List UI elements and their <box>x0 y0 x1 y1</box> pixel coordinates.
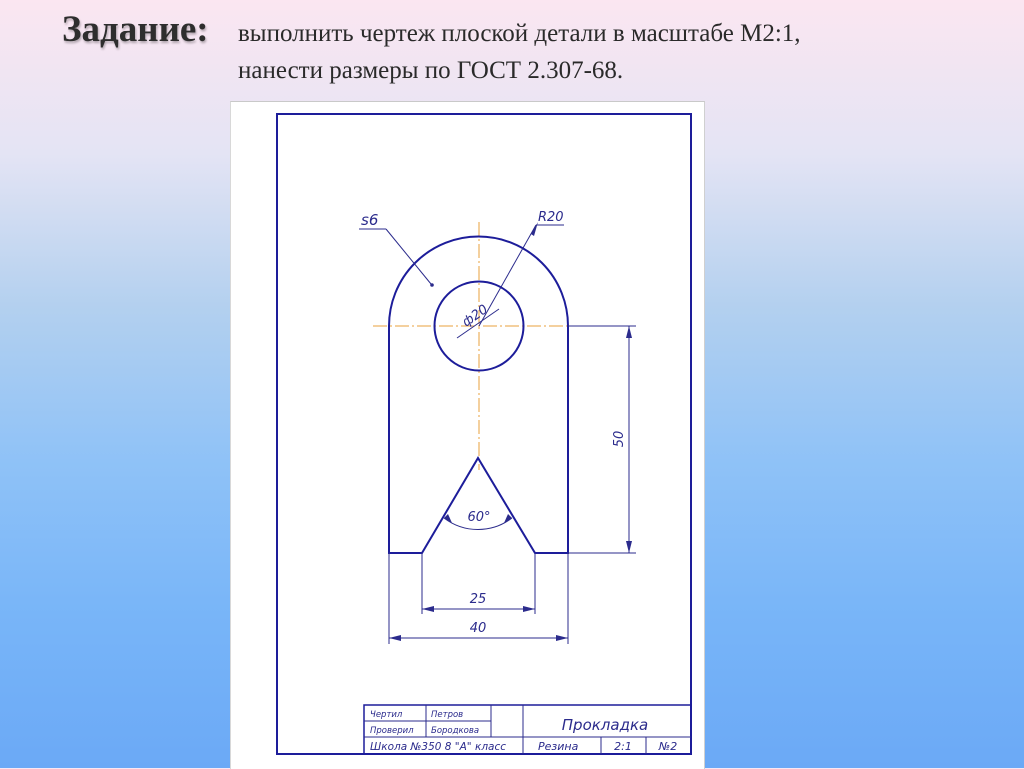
technical-drawing <box>231 102 704 769</box>
thickness-leader-dot <box>430 283 434 287</box>
title-block-material: Резина <box>538 740 579 753</box>
height-arrow-bottom <box>626 541 632 553</box>
hole-diameter-label: ф20 <box>459 302 491 331</box>
task-text-line-2: нанести размеры по ГОСТ 2.307-68. <box>238 57 624 84</box>
radius-label: R20 <box>538 210 564 225</box>
title-block-scale: 2:1 <box>614 740 632 753</box>
title-block-role-checked: Проверил <box>370 726 414 736</box>
task-label: Задание: <box>62 9 209 50</box>
title-block-sheet-number: №2 <box>658 740 678 753</box>
height-label: 50 <box>612 430 627 448</box>
radius-arrow <box>531 222 538 236</box>
thickness-label: s6 <box>361 211 379 229</box>
thickness-leader-line <box>386 229 431 284</box>
title-block-role-drawn: Чертил <box>370 710 403 720</box>
notch-arrow-right <box>523 606 535 612</box>
title-block-school: Школа №350 8 "А" класс <box>370 741 507 753</box>
height-arrow-top <box>626 326 632 338</box>
total-arrow-left <box>389 635 401 641</box>
angle-label: 60° <box>467 510 491 525</box>
title-block-part-name: Прокладка <box>561 716 649 734</box>
total-width-label: 40 <box>469 621 487 636</box>
title-block-name-checked: Бородкова <box>431 726 480 736</box>
title-block <box>364 705 691 754</box>
angle-arrow-right <box>504 514 512 523</box>
drawing-sheet <box>230 101 705 769</box>
notch-width-label: 25 <box>469 592 487 607</box>
total-arrow-right <box>556 635 568 641</box>
notch-arrow-left <box>422 606 434 612</box>
task-text-line-1: выполнить чертеж плоской детали в масштабе М2:1, <box>238 20 801 47</box>
title-block-name-drawn: Петров <box>431 710 464 720</box>
